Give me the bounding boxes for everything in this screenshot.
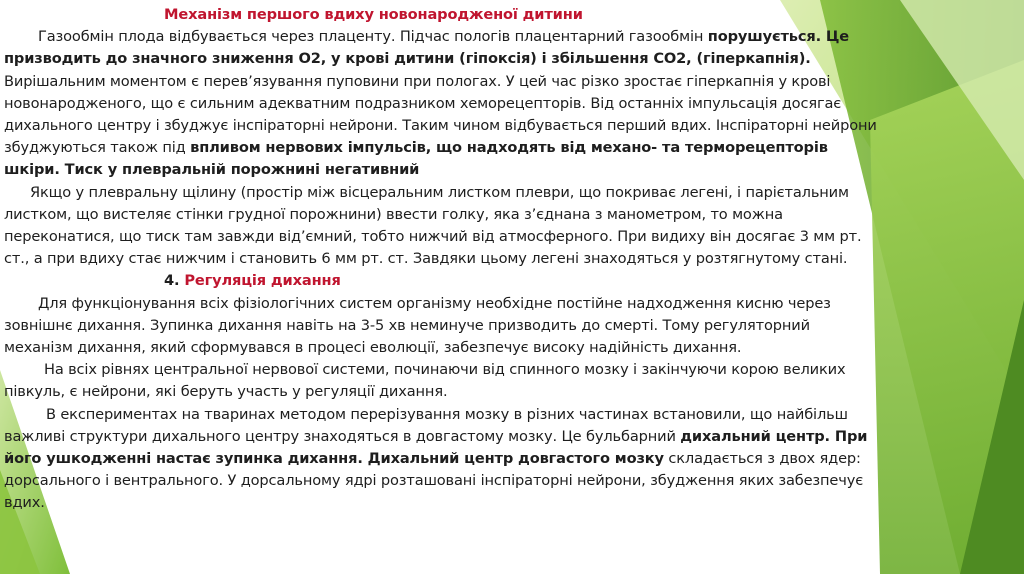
paragraph-functioning — [4, 293, 882, 360]
heading-first-breath — [4, 4, 882, 26]
para4-text: На всіх рівнях центральної нервової системи, починаючи від спинного мозку і закінчуючи корою великих півкуль, є нейрони, які беруть участь у регуляції дихання. — [4, 361, 846, 401]
para5-bold-respiratory-center: дихальний центр. При його ушкодженні настає зупинка дихання. Дихальний центр довгастого мозку — [4, 427, 868, 468]
para1-bold-nerve-impulses: впливом нервових імпульсів, що надходять від механо- та терморецепторів шкіри. — [4, 139, 828, 179]
para2-text: Якщо у плевральну щілину (простір між вісцеральним листком плеври, що покриває легені, і парієтальним листком, що вистеляє стінки грудної порожнини) ввести голку, яка з’єднана з манометром, то можна переконатися, що тиск там завжди від’ємний, тобто нижчий від атмосферного. При видиху він досягає 3 мм рт. ст., а при вдиху стає нижчим і становить 6 мм рт. ст. Завдяки цьому легені знаходяться у розтягнутому стані. — [4, 183, 862, 268]
heading-number: 4. — [164, 272, 185, 290]
para1-bold-sentence: порушується. Це призводить до значного зниження О2, у крові дитини (гіпоксія) і збільшення СО2, (гіперкапнія). — [4, 28, 850, 68]
paragraph-gas-exchange — [4, 26, 882, 181]
para1-bold-pleural-pressure: Тиск у плевральній порожнині негативний — [59, 161, 420, 179]
para5-sentence1: В експериментах на тваринах методом перерізування мозку в різних частинах встановили, що найбільш важливі структури дихального центру знаходяться в довгастому мозку. Це бульбарний — [4, 405, 848, 445]
paragraph-experiments — [4, 404, 882, 515]
slide-content — [4, 4, 882, 515]
paragraph-pleural-space — [4, 182, 882, 271]
para5-sentence3: складається з двох ядер: дорсального і вентрального. У дорсальному ядрі розташовані інспіраторні нейрони, збудження яких забезпечує вдих. — [4, 450, 864, 512]
para3-text: Для функціонування всіх фізіологічних систем організму необхідне постійне надходження кисню через зовнішнє дихання. Зупинка дихання навіть на 3-5 хв неминуче призводить до смерті. Тому регуляторний механізм дихання, який сформувався в процесі еволюції, забезпечує високу надійність дихання. — [4, 294, 831, 357]
para1-sentence1: Газообмін плода відбувається через плаценту. Підчас пологів плацентарний газообмін — [38, 28, 704, 46]
heading-first-breath-title: Механізм першого вдиху новонародженої дитини — [164, 6, 583, 23]
para1-sentence3: Вирішальним моментом є перев’язування пуповини при пологах. У цей час різко зростає гіперкапнія у крові новонародженого, що є сильним адекватним подразником хеморецепторів. Від останніх імпульсація досягає дихального центру і збуджує інспіраторні нейрони. Таким чином відбувається перший вдих. Інспіраторні нейрони збуджуються також під — [4, 72, 877, 157]
paragraph-cns-levels — [4, 359, 882, 403]
heading-regulation-title: Регуляція дихання — [184, 272, 341, 290]
heading-breathing-regulation — [4, 270, 882, 292]
